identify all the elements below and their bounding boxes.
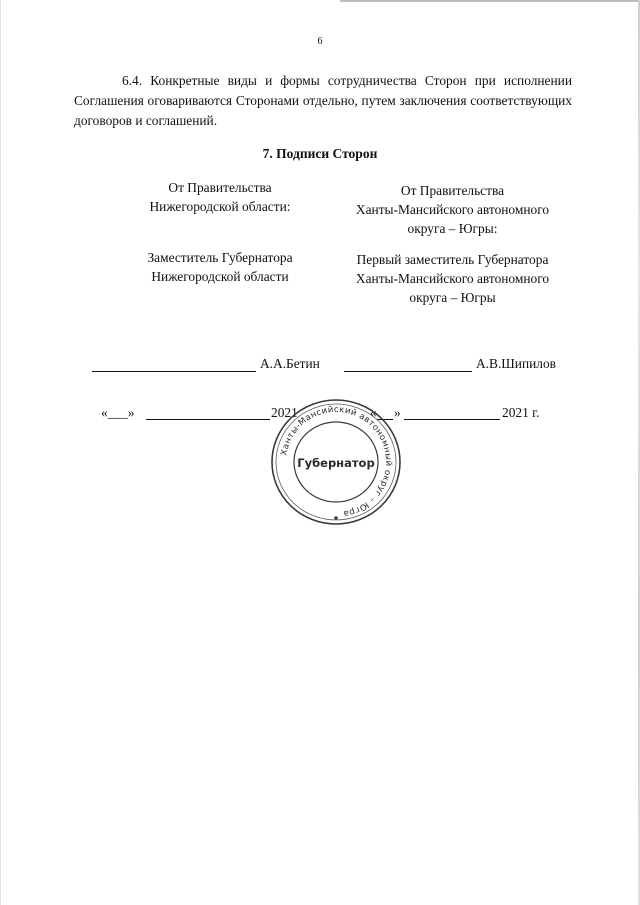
left-date-day: «___» bbox=[101, 405, 135, 420]
right-date-year: 2021 г. bbox=[502, 405, 540, 420]
right-date-month-line bbox=[404, 419, 500, 420]
scan-edge-left bbox=[0, 0, 1, 905]
left-date-month-line bbox=[146, 419, 270, 420]
right-party-from bbox=[330, 181, 575, 238]
stamp-ring-text: Ханты-Мансийский автономный округ – Югра bbox=[279, 404, 394, 519]
stamp-dot bbox=[334, 516, 338, 520]
scan-edge-top bbox=[340, 0, 640, 2]
governor-stamp bbox=[268, 396, 404, 528]
left-signature-line bbox=[92, 371, 256, 372]
left-from-line2: Нижегородской области: bbox=[149, 199, 291, 214]
paragraph-text: 6.4. Конкретные виды и формы сотрудничества Сторон при исполнении Соглашения оговариваются Сторонами отдельно, путем заключения соответствующих договоров и соглашений. bbox=[74, 73, 572, 128]
right-position-line3: округа – Югры bbox=[409, 290, 496, 305]
left-position-line2: Нижегородской области bbox=[151, 269, 289, 284]
right-signature-line bbox=[344, 371, 472, 372]
right-date-close: » bbox=[394, 405, 401, 420]
stamp-graphic bbox=[268, 396, 404, 528]
right-signatory-name: А.В.Шипилов bbox=[476, 356, 557, 371]
page-number: 6 bbox=[317, 36, 323, 47]
right-from-line2: Ханты-Мансийского автономного bbox=[355, 202, 550, 217]
paragraph-6-4 bbox=[74, 71, 572, 131]
right-position-line1: Первый заместитель Губернатора bbox=[356, 252, 549, 267]
right-from-line1: От Правительства bbox=[400, 183, 505, 198]
left-signatory-name: А.А.Бетин bbox=[260, 356, 320, 371]
left-party-from bbox=[110, 178, 330, 216]
left-from-line1: От Правительства bbox=[168, 180, 272, 195]
section-title: 7. Подписи Сторон bbox=[262, 146, 378, 161]
left-party-position bbox=[110, 248, 330, 286]
right-party-position bbox=[330, 250, 575, 307]
stamp-center-text: Губернатор bbox=[297, 456, 375, 470]
left-position-line1: Заместитель Губернатора bbox=[147, 250, 293, 265]
right-from-line3: округа – Югры: bbox=[407, 221, 498, 236]
left-date-year: 2021 bbox=[271, 405, 298, 420]
right-position-line2: Ханты-Мансийского автономного bbox=[355, 271, 550, 286]
right-date-open: « bbox=[370, 405, 377, 420]
